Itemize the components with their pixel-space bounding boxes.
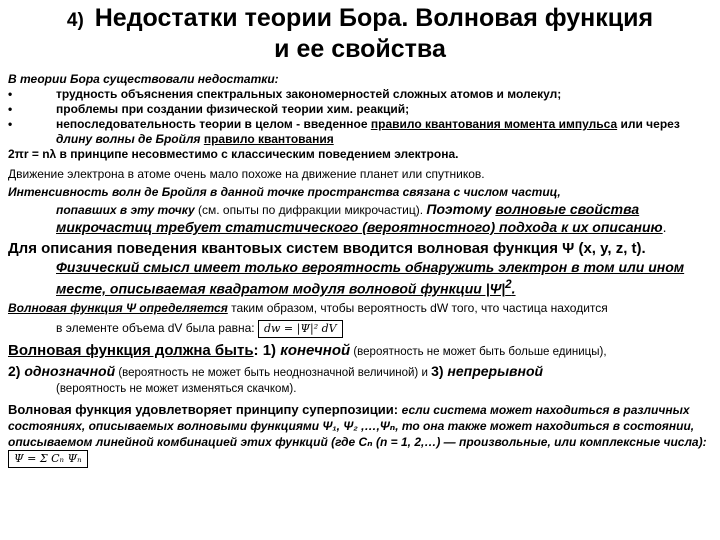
- title-text-1: Недостатки теории Бора. Волновая функция: [94, 4, 654, 32]
- bullet3-underlined-1: правило квантования момента импульса: [370, 117, 618, 131]
- definition-line-2-text: в элементе объема dV была равна:: [56, 320, 255, 335]
- must-be-underlined: Волновая функция должна быть: [8, 341, 254, 359]
- bullet-text: проблемы при создании физической теории хим. реакций;: [56, 102, 410, 116]
- bullet3-pre: непоследовательность теории в целом - введенное: [56, 117, 371, 131]
- superposition-bold: Волновая функция удовлетворяет принципу суперпозиции:: [8, 401, 402, 417]
- title-line-2: и ее свойства: [274, 35, 446, 63]
- title-number: 4): [66, 10, 84, 31]
- list-item: [8, 102, 714, 117]
- list-item: [8, 87, 714, 102]
- definition-line-2: [8, 320, 714, 338]
- list-item: [8, 117, 714, 147]
- must-be-text: [8, 341, 714, 362]
- meaning-end: .: [511, 280, 516, 297]
- meaning-text: Физический смысл имеет только вероятность обнаружить электрон в том или ином месте, описываемая квадратом модуля волновой функции |Ψ|: [56, 259, 685, 297]
- definition-bold: Волновая функция Ψ определяется: [8, 300, 228, 315]
- finite-note: (вероятность не может быть больше единицы),: [350, 345, 607, 358]
- must-be-line-2: [8, 362, 714, 382]
- continuous-note: (вероятность не может изменяться скачком).: [56, 382, 297, 395]
- intro-text: В теории Бора существовали недостатки:: [8, 72, 279, 86]
- intensity-normal: (см. опыты по дифракции микрочастиц).: [194, 203, 427, 217]
- bullet-icon: •: [8, 117, 13, 131]
- bullet-text: [56, 117, 714, 147]
- single-term: однозначной: [24, 362, 116, 379]
- intensity-bold-2: попавших в эту точку: [56, 203, 195, 217]
- intensity-end: .: [662, 219, 667, 235]
- motion-text: Движение электрона в атоме очень мало похоже на движение планет или спутников.: [8, 167, 485, 181]
- item-2-number: 2): [8, 362, 25, 379]
- intensity-text: Интенсивность волн де Бройля в данной точке пространства связана с числом частиц,: [8, 185, 561, 199]
- definition-normal: таким образом, чтобы вероятность dW того, что частица находится: [227, 300, 608, 315]
- bullet-icon: •: [8, 102, 13, 116]
- physical-meaning: [8, 258, 714, 298]
- intensity-underlined: волновые свойства микрочастиц требует статистического (вероятностного) подхода к их описанию: [56, 201, 663, 235]
- slide-content: [8, 72, 714, 468]
- finite-term: конечной: [280, 341, 351, 359]
- single-note: (вероятность не может быть неоднозначной величиной) и: [115, 366, 432, 379]
- intensity-tail: Поэтому: [426, 201, 496, 217]
- quantization-rule: 2πr = nλ в принципе несовместимо с классическим поведением электрона.: [8, 147, 459, 161]
- definition-text: [8, 301, 714, 316]
- intensity-continued: [8, 200, 714, 236]
- page-title: [0, 4, 720, 64]
- probability-formula: dw = |Ψ|² dV: [258, 320, 343, 338]
- bullet3-underlined-2: правило квантования: [203, 132, 334, 146]
- superposition-formula: Ψ = Σ Cₙ Ψₙ: [8, 450, 88, 468]
- superposition-text: [8, 402, 714, 468]
- superposition-italic: если система может находиться в различных состояниях, описываемых волновыми функциями Ψ₁, Ψ₂ ,…,Ψₙ, то она также может находиться в состоянии, описываемом линейной комбинацией этих функций (где Cₙ (n = 1, 2,…) — произвольные, или комплексные числа):: [8, 402, 707, 449]
- bullet-text: трудность объяснения спектральных закономерностей сложных атомов и молекул;: [56, 87, 562, 101]
- continuous-term: непрерывной: [447, 362, 544, 379]
- meaning-superscript: 2: [505, 278, 512, 291]
- must-be-colon: : 1): [253, 341, 281, 359]
- title-line-1: [0, 4, 720, 35]
- wf-intro-pre: Для описания поведения квантовых систем вводится: [8, 240, 418, 257]
- item-3-number: 3): [431, 362, 448, 379]
- bullet3-mid: или через: [617, 117, 680, 131]
- wavefunction-intro: [8, 239, 714, 258]
- bullet3-italic: длину волны де Бройля: [56, 132, 201, 146]
- wf-intro-term: волновая функция Ψ (x, y, z, t).: [417, 240, 646, 257]
- bullet-icon: •: [8, 87, 13, 101]
